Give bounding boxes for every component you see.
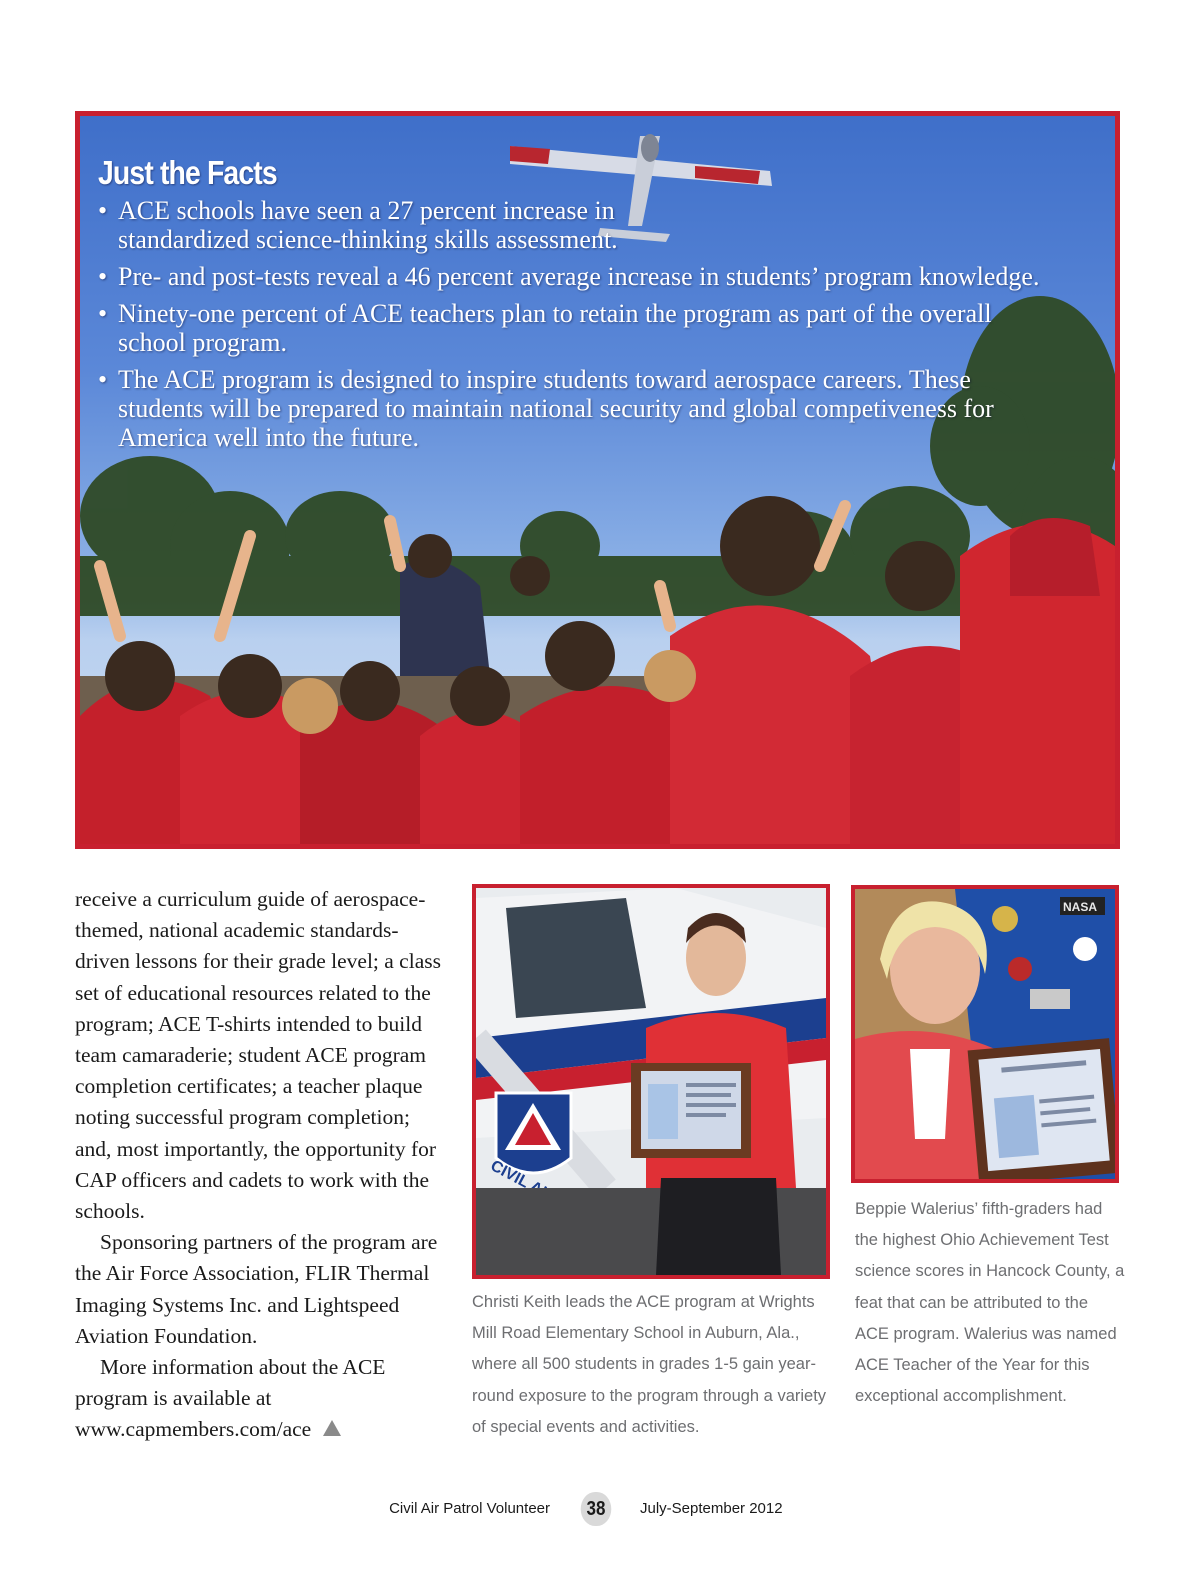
footer-issue: July-September 2012	[640, 1500, 783, 1517]
article-paragraph: receive a curriculum guide of aerospace-themed, national academic standards-driven lessons for their grade level; a class set of educational resources related to the program; ACE T-shirts intended to build team camaraderie; student ACE program completion certificates; a teacher plaque noting successful program completion; and, most importantly, the opportunity for CAP officers and cadets to work with the schools.	[75, 887, 441, 1224]
facts-list	[98, 196, 1098, 452]
footer-page-number: 38	[581, 1492, 612, 1526]
fact-item: • Ninety-one percent of ACE teachers plan to retain the program as part of the overall school program.	[98, 299, 998, 357]
article-paragraph-text: More information about the ACE program is available at www.capmembers.com/ace	[75, 1355, 386, 1442]
facts-title: Just the Facts	[98, 154, 277, 191]
hero-photo	[75, 111, 1120, 849]
photo-beppie-walerius-caption: Beppie Walerius’ fifth-graders had the highest Ohio Achievement Test science scores in Hancock County, a feat that can be attributed to the ACE program. Walerius was named ACE Teacher of the Year for this exceptional accomplishment.	[855, 1200, 1125, 1406]
just-the-facts-box	[98, 154, 1098, 460]
footer-publication: Civil Air Patrol Volunteer	[389, 1500, 550, 1517]
article-paragraph-final	[75, 1352, 450, 1446]
fact-item: • The ACE program is designed to inspire students toward aerospace careers. These students will be prepared to maintain national security and global competiveness for America well into the future.	[98, 365, 998, 452]
photo-christi-keith-caption: Christi Keith leads the ACE program at Wrights Mill Road Elementary School in Auburn, Ala., where all 500 students in grades 1-5 gain year-round exposure to the program through a variety of special events and activities.	[472, 1293, 827, 1436]
fact-item: • Pre- and post-tests reveal a 46 percent average increase in students’ program knowledge.	[98, 262, 1098, 291]
photo-christi-keith	[472, 884, 830, 1279]
article-paragraph: Sponsoring partners of the program are the Air Force Association, FLIR Thermal Imaging Systems Inc. and Lightspeed Aviation Foundation.	[75, 1230, 438, 1348]
photo-christi-keith-illustration	[476, 888, 826, 1275]
page-footer	[0, 1492, 1200, 1526]
photo-beppie-walerius	[851, 885, 1119, 1183]
fact-item: • ACE schools have seen a 27 percent increase in standardized science-thinking skills assessment.	[98, 196, 638, 254]
end-of-article-triangle-icon	[323, 1420, 341, 1436]
article-text-column	[75, 884, 450, 1446]
nasa-patch-text: NASA	[1063, 900, 1098, 914]
cap-emblem	[496, 1093, 571, 1173]
photo-beppie-walerius-illustration	[855, 889, 1115, 1179]
